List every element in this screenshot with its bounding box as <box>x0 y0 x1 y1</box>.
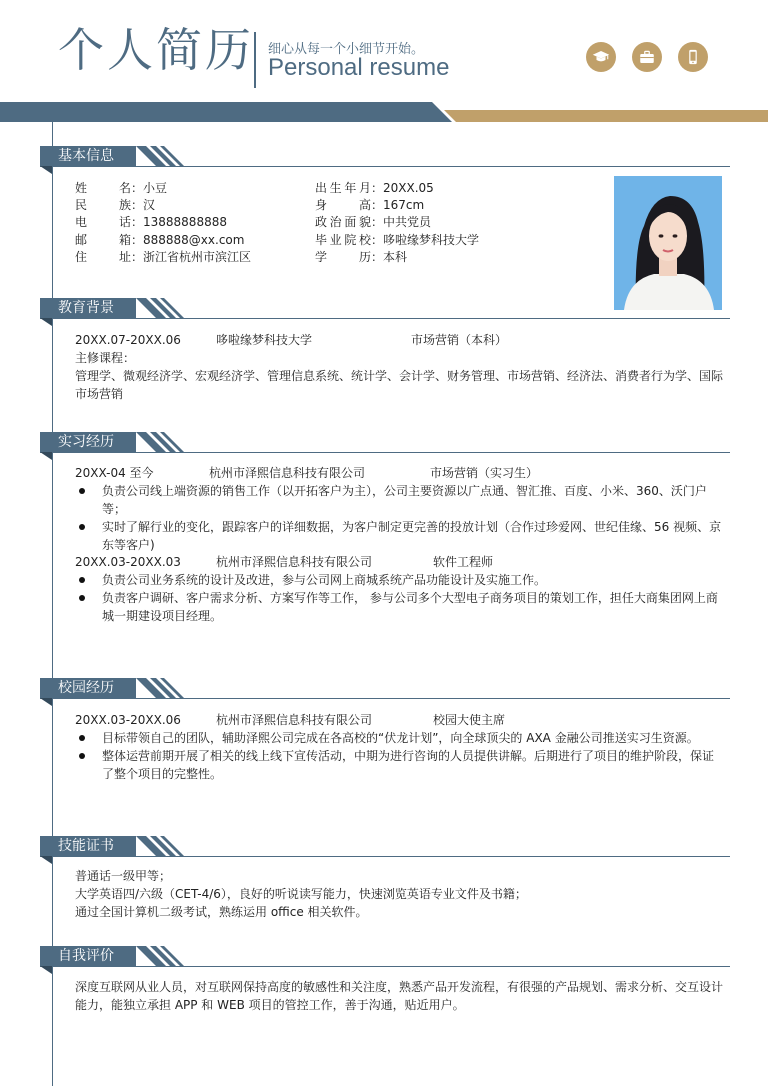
briefcase-icon <box>632 42 662 72</box>
section-stripes <box>136 298 206 318</box>
self-evaluation: 深度互联网从业人员，对互联网保持高度的敏感性和关注度，熟悉产品开发流程，有很强的产品规划、需求分析、交互设计能力，能独立承担 APP 和 WEB 项目的管控工作，善于沟通，贴近用户。 <box>75 980 724 1012</box>
info-row: 电 话：13888888888 <box>75 215 227 229</box>
section-title: 教育背景 <box>40 298 136 318</box>
list-item: 负责公司线上端资源的销售工作（以开拓客户为主），公司主要资源以广点通、智汇推、百度、小米、360、沃门户等； <box>75 482 725 518</box>
education-period: 20XX.07-20XX.06 <box>75 333 181 347</box>
info-row: 民 族：汉 <box>75 198 156 212</box>
campus-role: 校园大使主席 <box>433 713 506 727</box>
campus-bullets <box>75 729 725 783</box>
section-stripes <box>136 432 206 452</box>
courses-list: 管理学、微观经济学、宏观经济学、管理信息系统、统计学、会计学、财务管理、市场营销、经济法、消费者行为学、国际市场营销 <box>75 369 724 401</box>
header-divider <box>254 32 256 88</box>
header-band-gold <box>444 110 768 122</box>
list-item: 整体运营前期开展了相关的线上线下宣传活动，中期为进行咨询的人员提供讲解。后期进行了项目的维护阶段，保证了整个项目的完整性。 <box>75 747 725 783</box>
job-role: 软件工程师 <box>433 555 494 569</box>
info-row: 毕业院校：哆啦缘梦科技大学 <box>315 233 480 247</box>
section-header-internship <box>40 432 730 452</box>
timeline-line <box>52 122 53 1086</box>
courses-label: 主修课程： <box>75 351 136 365</box>
section-title: 自我评价 <box>40 946 136 966</box>
info-row: 姓 名：小豆 <box>75 181 168 195</box>
section-title: 基本信息 <box>40 146 136 166</box>
info-row: 出生年月：20XX.05 <box>315 181 434 195</box>
section-stripes <box>136 946 206 966</box>
skill-line: 普通话一级甲等； <box>75 869 172 883</box>
job-period: 20XX.03-20XX.03 <box>75 555 181 569</box>
job-period: 20XX-04 至今 <box>75 466 154 480</box>
section-stripes <box>136 678 206 698</box>
job-company: 杭州市泽熙信息科技有限公司 <box>216 555 373 569</box>
job-company: 杭州市泽熙信息科技有限公司 <box>209 466 366 480</box>
section-header-self <box>40 946 730 966</box>
education-major: 市场营销（本科） <box>411 333 508 347</box>
header-band-blue <box>0 102 452 122</box>
job-bullets <box>75 482 725 554</box>
job-role: 市场营销（实习生） <box>430 466 539 480</box>
list-item: 负责公司业务系统的设计及改进，参与公司网上商城系统产品功能设计及实施工作。 <box>75 571 725 589</box>
section-stripes <box>136 836 206 856</box>
section-title: 校园经历 <box>40 678 136 698</box>
info-row: 身 高：167cm <box>315 198 425 212</box>
info-row: 邮 箱：888888@xx.com <box>75 233 245 247</box>
campus-period: 20XX.03-20XX.06 <box>75 713 181 727</box>
skill-line: 通过全国计算机二级考试，熟练运用 office 相关软件。 <box>75 905 368 919</box>
list-item: 目标带领自己的团队，辅助泽熙公司完成在各高校的“伏龙计划”，向全球顶尖的 AXA 金融公司推送实习生资源。 <box>75 729 725 747</box>
header-subtitle: Personal resume <box>268 54 450 81</box>
header-slogan: 细心从每一个小细节开始。 <box>268 42 425 57</box>
info-row: 政治面貌：中共党员 <box>315 215 432 229</box>
job-bullets <box>75 571 725 625</box>
section-stripes <box>136 146 206 166</box>
phone-icon <box>678 42 708 72</box>
campus-company: 杭州市泽熙信息科技有限公司 <box>216 713 373 727</box>
section-title: 实习经历 <box>40 432 136 452</box>
section-header-basic <box>40 146 730 166</box>
graduation-cap-icon <box>586 42 616 72</box>
profile-photo <box>614 176 722 310</box>
section-header-education <box>40 298 730 318</box>
info-row: 学 历：本科 <box>315 250 408 264</box>
education-school: 哆啦缘梦科技大学 <box>216 333 313 347</box>
list-item: 实时了解行业的变化，跟踪客户的详细数据，为客户制定更完善的投放计划（合作过珍爱网、世纪佳缘、56 视频、京东等客户) <box>75 518 725 554</box>
info-row: 住 址：浙江省杭州市滨江区 <box>75 250 252 264</box>
page-title: 个人简历 <box>58 23 254 77</box>
section-header-skills <box>40 836 730 856</box>
section-header-campus <box>40 678 730 698</box>
list-item: 负责客户调研、客户需求分析、方案写作等工作， 参与公司多个大型电子商务项目的策划工作，担任大商集团网上商城一期建设项目经理。 <box>75 589 725 625</box>
skill-line: 大学英语四/六级（CET-4/6），良好的听说读写能力，快速浏览英语专业文件及书籍； <box>75 887 527 901</box>
section-title: 技能证书 <box>40 836 136 856</box>
